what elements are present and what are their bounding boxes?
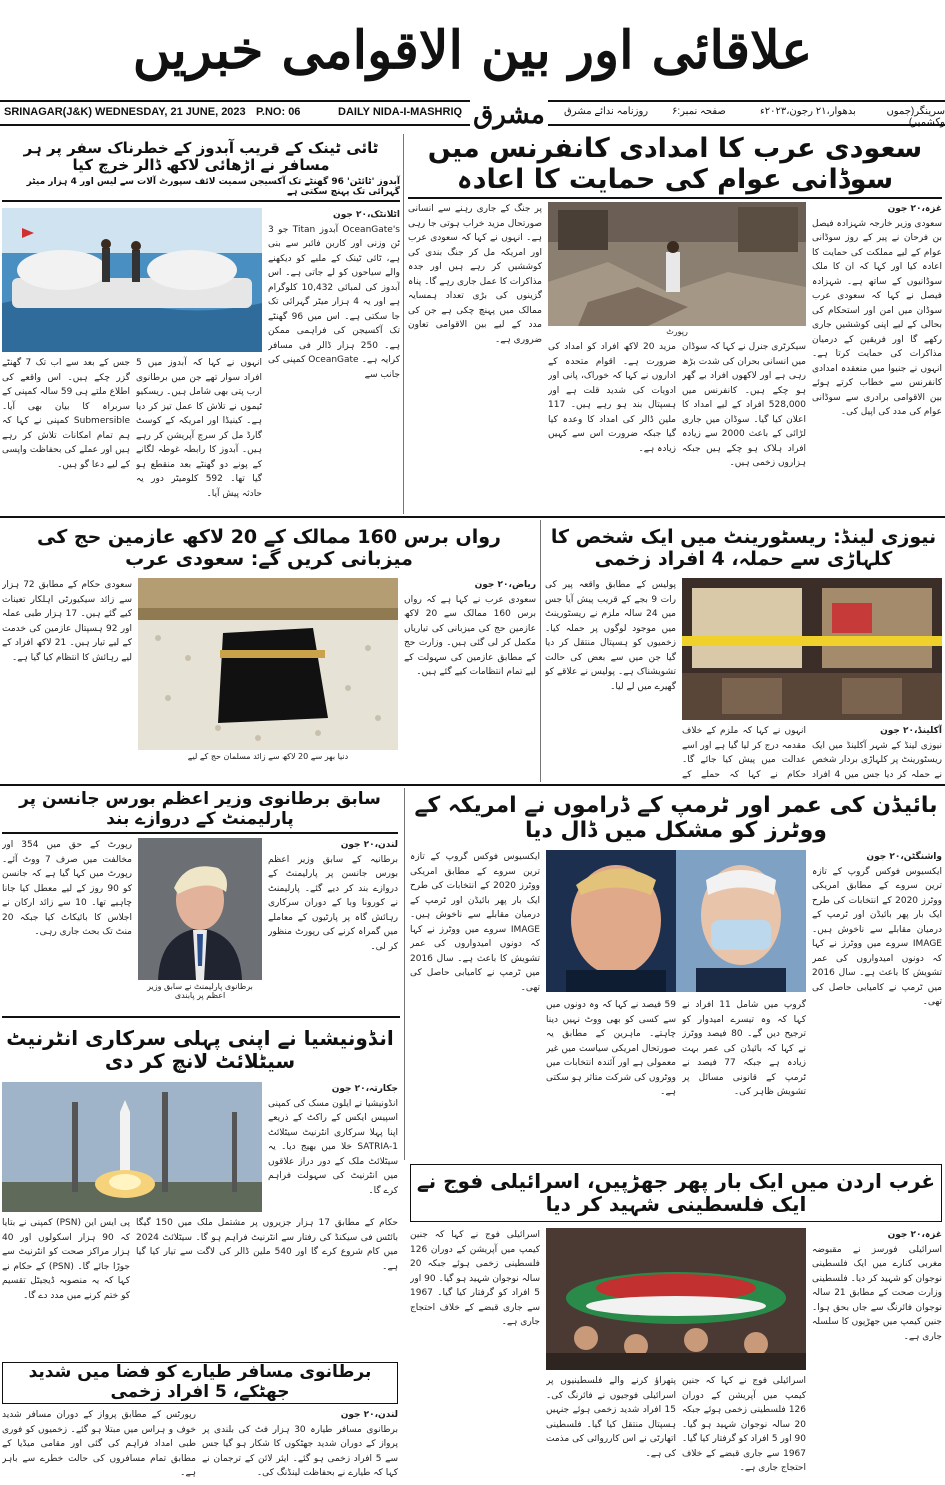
indonesia-col-1 xyxy=(268,1082,398,1212)
titanic-col-1 xyxy=(268,208,400,508)
headline-saudi-sudan: سعودی عرب کا امدادی کانفرنس میں سوڈانی عوام کی حمایت کا اعادہ xyxy=(427,132,923,195)
saudi-sudan-body-2: سیکرٹری جنرل نے کہا کہ سوڈان میں انسانی بحران کی شدت بڑھ رہی ہے اور لاکھوں افراد بے گھر ہو چکے ہیں۔ کانفرنس میں 528,000 افراد کے لیے امداد کا اعلان کیا گیا۔ سوڈان میں جاری لڑائی کے باعث 2000 سے زیادہ افراد ہلاک ہو چکے ہیں جبکہ ہزاروں زخمی ہیں۔ xyxy=(682,342,806,468)
biden-trump-body-1: ایکسیوس فوکس گروپ کے تازہ ترین سروے کے مطابق امریکی ووٹرز 2020 کے انتخابات کی طرح ایک بار پھر بائیڈن اور ٹرمپ کے درمیان مقابلے سے ناخوش ہیں۔ IMAGE سروے میں ووٹرز نے کہا کہ دونوں امیدواروں کی عمر تشویش کا باعث ہے۔ سال 2016 میں ٹرمپ نے کامیابی حاصل کی تھی۔ xyxy=(812,866,942,1007)
headline-turbulence: برطانوی مسافر طیارے کو فضا میں شدید جھٹکے، 5 افراد زخمی xyxy=(28,1362,372,1402)
westbank-body-2b: اسرائیلی فوج نے کہا کہ جنین کیمپ میں آپریشن کے دوران 126 فلسطینی زخمی ہوئے جبکہ 20 سالہ نوجوان شہید ہو گیا۔ 90 اور 5 افراد کو گرفتار کیا گیا۔ 1967 سے جاری قبضے کے خلاف احتجاج جاری ہے۔ xyxy=(410,1230,540,1327)
dateline-ur-date: بدھوار،۲۱ رجون،۲۰۲۳ء xyxy=(760,106,856,117)
hajj-body-2: سعودی حکام کے مطابق 72 ہزار سے زائد سیکیورٹی اہلکار تعینات کیے گئے ہیں۔ 17 ہزار طبی عملہ اور 92 ہسپتال عازمین کی خدمت کے لیے تیار ہیں۔ 21 لاکھ افراد کے لیے رہائش کا انتظام کیا گیا ہے۔ xyxy=(2,580,132,663)
headline-hajj: رواں برس 160 ممالک کے 20 لاکھ عازمین حج کی میزبانی کریں گے: سعودی عرب xyxy=(37,526,501,570)
saudi-sudan-body-3: مزید 20 لاکھ افراد کو امداد کی ضرورت ہے۔ اقوام متحدہ کے اداروں نے کہا کہ خوراک، پانی اور ادویات کی شدید قلت ہے اور ہسپتال بند ہو رہے ہیں۔ 117 ملین ڈالر کی امداد کا وعدہ کیا گیا جبکہ ضرورت اس سے کہیں زیادہ ہے۔ xyxy=(548,342,676,454)
headline-johnson: سابق برطانوی وزیر اعظم بورس جانسن پر پارلیمنٹ کے دروازے بند xyxy=(19,789,381,829)
johnson-body-2: رپورٹ کے حق میں 354 اور مخالفت میں صرف 7 ووٹ آئے۔ رپورٹ میں کہا گیا ہے کہ جانسن کو 90 روز کے لیے معطل کیا جانا چاہیے تھا۔ 10 سے زائد ارکان نے اجلاس کا بائیکاٹ کیا جبکہ 20 منٹ تک بحث جاری رہی۔ xyxy=(2,840,132,937)
westbank-body-1: اسرائیلی فورسز نے مقبوضہ مغربی کنارے میں ایک فلسطینی نوجوان کو شہید کر دیا۔ فلسطینی وزارت صحت کے مطابق 21 سالہ نوجوان فائرنگ سے جاں بحق ہوا۔ جنین کیمپ میں جھڑپوں کا سلسلہ جاری ہے۔ xyxy=(812,1244,942,1342)
saudi-sudan-col-3 xyxy=(548,340,676,512)
biden-trump-col-4 xyxy=(410,850,540,1150)
biden-trump-col-1 xyxy=(812,850,942,1150)
saudi-sudan-body-4: پر جنگ کے جاری رہنے سے انسانی صورتحال مزید خراب ہوتی جا رہی ہے۔ انہوں نے کہا کہ سعودی عرب اور امریکہ مل کر جنگ بندی کی کوششیں کر رہے ہیں اور جدہ مذاکرات کا عمل جاری رہے گا۔ پناہ گزینوں کی بڑی تعداد ہمسایہ ممالک میں پہنچ چکی ہے جن کی مدد کے لیے بین الاقوامی تعاون ضروری ہے۔ xyxy=(408,204,542,345)
hajj-col-1 xyxy=(404,578,536,780)
titanic-body-1: OceanGate's آبدوز Titan جو 3 ٹن وزنی اور کاربن فائبر سے بنی ہے، ٹائی ٹینک کے ملبے کو دیکھنے والے سیاحوں کو لے جاتی ہے۔ اس آبدوز کی لمبائی 10,432 کلوگرام ہے اور یہ 4 ہزار میٹر گہرائی تک جا سکتی ہے۔ اس میں 96 گھنٹے تک آکسیجن کی فراہمی ممکن ہے۔ 250 ہزار ڈالر فی مسافر کرایہ ہے۔ OceanGate کمپنی کی جانب سے xyxy=(268,224,400,380)
divider xyxy=(408,197,942,199)
indonesia-body-1: انڈونیشیا نے ایلون مسک کی کمپنی اسپیس ایکس کے راکٹ کے ذریعے اپنا پہلا سرکاری انٹرنیٹ سیٹلائٹ SATRIA-1 خلا میں بھیج دیا۔ یہ سیٹلائٹ ملک کے دور دراز علاقوں میں انٹرنیٹ کی سہولت فراہم کرے گا۔ xyxy=(268,1098,398,1196)
paper-logo-text: مشرق xyxy=(473,100,545,130)
biden-trump-body-2: گروپ میں شامل 11 افراد نے کہا کہ وہ تیسرے امیدوار کو ترجیح دیں گے۔ 80 فیصد ووٹرز نے کہا کہ بائیڈن کی عمر بہت زیادہ ہے جبکہ 77 فیصد نے ٹرمپ کے قانونی مسائل پر تشویش ظاہر کی۔ xyxy=(682,1000,806,1097)
nz-body-1: نیوزی لینڈ کے شہر آکلینڈ میں ایک ریسٹورینٹ پر کلہاڑی بردار شخص نے حملہ کر دیا جس میں 4 افراد xyxy=(812,740,942,780)
nz-col-1b xyxy=(682,724,806,780)
nz-body-2: پولیس کے مطابق واقعہ پیر کی رات 9 بجے کے قریب پیش آیا جس میں 24 سالہ ملزم نے ریسٹورینٹ میں موجود لوگوں پر حملہ کیا۔ زخمیوں کو ہسپتال منتقل کر دیا گیا جن میں سے بعض کی حالت تشویشناک ہے۔ پولیس نے علاقے کو گھیرے میں لے لیا۔ xyxy=(545,580,676,692)
westbank-col-4 xyxy=(410,1228,540,1484)
turbulence-dateline: لندن،۲۰ جون xyxy=(340,1410,398,1420)
dateline-bar xyxy=(0,100,945,130)
biden-trump-body-1b: ایکسیوس فوکس گروپ کے تازہ ترین سروے کے مطابق امریکی ووٹرز 2020 کے انتخابات کی طرح ایک بار پھر بائیڈن اور ٹرمپ کے درمیان مقابلے سے ناخوش ہیں۔ IMAGE سروے میں ووٹرز نے کہا کہ دونوں امیدواروں کی عمر تشویش کا باعث ہے۔ سال 2016 میں ٹرمپ نے کامیابی حاصل کی تھی۔ xyxy=(410,852,540,993)
titanic-col-3 xyxy=(2,356,130,510)
biden-trump-col-2 xyxy=(682,998,806,1150)
photo-rocket-launch xyxy=(2,1082,262,1212)
turbulence-body-1: برطانوی مسافر طیارہ 30 ہزار فٹ کی بلندی پر پرواز کے دوران شدید جھٹکوں کا شکار ہو گیا جس سے 5 افراد زخمی ہو گئے۔ ایئر لائن کے ترجمان نے کہا کہ طیارے نے بحفاظت لینڈنگ کی۔ xyxy=(202,1424,398,1478)
biden-trump-body-3: 59 فیصد نے کہا کہ وہ دونوں میں سے کسی کو بھی ووٹ نہیں دینا چاہتے۔ ماہرین کے مطابق یہ صورتحال امریکی سیاست میں غیر معمولی ہے اور آئندہ انتخابات میں ووٹروں کی شرکت متاثر ہو سکتی ہے۔ xyxy=(546,1000,676,1097)
westbank-body-3: پتھراؤ کرنے والے فلسطینیوں پر اسرائیلی فوجیوں نے فائرنگ کی۔ 15 افراد شدید زخمی ہوئے جنہیں ہسپتال منتقل کیا گیا۔ فلسطینی اتھارٹی نے اس کارروائی کی مذمت کی ہے۔ xyxy=(546,1376,676,1459)
saudi-sudan-dateline: غزہ،۲۰ جون xyxy=(887,204,942,214)
johnson-col-1 xyxy=(268,838,398,1010)
caption-johnson: برطانوی پارلیمنٹ نے سابق وزیر اعظم پر پابندی xyxy=(147,982,253,1000)
headline-indonesia: انڈونیشیا نے اپنی پہلی سرکاری انٹرنیٹ سیٹلائٹ لانچ کر دی xyxy=(6,1026,394,1073)
johnson-dateline: لندن،۲۰ جون xyxy=(340,840,398,850)
turbulence-col-1 xyxy=(202,1408,398,1484)
headline-turbulence-box xyxy=(2,1362,398,1404)
westbank-col-2 xyxy=(682,1374,806,1484)
saudi-sudan-col-4 xyxy=(408,202,542,512)
divider xyxy=(0,784,945,786)
photo-funeral xyxy=(546,1228,806,1370)
westbank-body-2: اسرائیلی فوج نے کہا کہ جنین کیمپ میں آپریشن کے دوران 126 فلسطینی زخمی ہوئے جبکہ 20 سالہ نوجوان شہید ہو گیا۔ 90 اور 5 افراد کو گرفتار کیا گیا۔ 1967 سے جاری قبضے کے خلاف احتجاج جاری ہے۔ xyxy=(682,1376,806,1473)
masthead-title: علاقائی اور بین الاقوامی خبریں xyxy=(132,19,813,81)
photo-trump-biden xyxy=(546,850,806,992)
divider xyxy=(0,516,945,518)
biden-trump-dateline: واشنگٹن،۲۰ جون xyxy=(866,852,942,862)
turbulence-body-2: رپورٹس کے مطابق پرواز کے دوران مسافر شدید خوف و ہراس میں مبتلا ہو گئے۔ زخمیوں کو فوری طبی امداد فراہم کی گئی اور مقامی میڈیا کے مطابق تمام مسافروں کی حالت خطرے سے باہر ہے۔ xyxy=(2,1410,196,1478)
divider xyxy=(2,200,400,202)
nz-col-2 xyxy=(545,578,676,780)
biden-trump-col-3 xyxy=(546,998,676,1150)
johnson-col-2 xyxy=(2,838,132,1010)
dateline-page: P.NO: 06 xyxy=(256,106,301,118)
indonesia-col-3 xyxy=(2,1216,130,1356)
hajj-body-1: سعودی عرب نے کہا ہے کہ رواں برس 160 ممالک سے 20 لاکھ عازمین حج کی میزبانی کی تیاریاں مکمل کر لی گئی ہیں۔ وزارت حج کے مطابق عازمین کی سہولت کے لیے تمام انتظامات کیے گئے ہیں۔ xyxy=(404,594,536,677)
dateline-ur-daily: روزنامہ ندائے مشرق xyxy=(564,106,649,117)
indonesia-body-2: حکام کے مطابق 17 ہزار جزیروں پر مشتمل ملک میں 150 گیگا بائٹس فی سیکنڈ کی رفتار سے انٹرنیٹ فراہم ہو گا۔ سیٹلائٹ 2024 میں کام شروع کرے گا اور 540 ملین ڈالر کی لاگت سے تیار کیا گیا ہے۔ xyxy=(136,1218,398,1272)
headline-westbank: غرب اردن میں ایک بار پھر جھڑپیں، اسرائیلی فوج نے ایک فلسطینی شہید کر دیا xyxy=(416,1169,936,1216)
saudi-sudan-body-1: سعودی وزیر خارجہ شہزادہ فیصل بن فرحان نے پیر کے روز سوڈانی عوام کے لیے مملکت کی حمایت کا اعادہ کیا اور کہا کہ ان کا ملک سوڈانیوں کے ساتھ ہے۔ شہزادہ فیصل نے کہا کہ سعودی عرب سوڈان میں امن اور استحکام کی بحالی کے لیے اپنی کوششیں جاری رکھے گا اور فریقین کے درمیان مذاکرات کی حمایت کرتا ہے۔ انہوں نے جنیوا میں منعقدہ امدادی کانفرنس سے خطاب کرتے ہوئے بین الاقوامی برادری سے سوڈانی عوام کی مدد کی اپیل کی۔ xyxy=(812,218,942,417)
westbank-col-3 xyxy=(546,1374,676,1484)
indonesia-col-2 xyxy=(136,1216,398,1356)
indonesia-dateline: جکارتہ،۲۰ جون xyxy=(331,1084,398,1094)
caption-hajj: دنیا بھر سے 20 لاکھ سے زائد مسلمان حج کے لیے xyxy=(187,752,349,761)
nz-col-1 xyxy=(812,724,942,780)
masthead xyxy=(0,0,945,100)
headline-biden-trump: بائیڈن کی عمر اور ٹرمپ کے ڈراموں نے امریکہ کے ووٹرز کو مشکل میں ڈال دیا xyxy=(414,792,938,843)
headline-nz: نیوزی لینڈ: ریسٹورینٹ میں ایک شخص کا کلہاڑی سے حملہ، 4 افراد زخمی xyxy=(550,526,937,570)
nz-dateline: آکلینڈ،۲۰ جون xyxy=(880,726,942,736)
photo-kaaba xyxy=(138,578,398,750)
hajj-dateline: ریاض،۲۰ جون xyxy=(474,580,536,590)
dateline-ur-page: صفحہ نمبر:۶ xyxy=(672,106,726,117)
saudi-sudan-col-2 xyxy=(682,340,806,512)
divider xyxy=(2,832,398,834)
dateline-ur-city: سرینگر(جموں وکشمیر) xyxy=(886,106,945,128)
westbank-dateline: غزہ،۲۰ جون xyxy=(887,1230,942,1240)
subhead-titanic: آبدوز 'ٹائٹن' 96 گھنٹے تک آکسیجن سمیت لائف سپورٹ آلات سے لیس اور 4 ہزار میٹر گہرائی تک پہنچ سکتی ہے xyxy=(26,177,400,197)
turbulence-col-2 xyxy=(2,1408,196,1484)
dateline-date: SRINAGAR(J&K) WEDNESDAY, 21 JUNE, 2023 xyxy=(4,106,246,118)
caption-sudan: رپورٹ xyxy=(666,327,688,336)
photo-titan-submersible xyxy=(2,208,262,352)
divider xyxy=(404,788,405,1160)
divider xyxy=(2,1016,400,1018)
johnson-body-1: برطانیہ کے سابق وزیر اعظم بورس جانسن پر پارلیمنٹ کے دروازے بند کر دیے گئے۔ پارلیمنٹ نے کورونا وبا کے دوران سرکاری رہائش گاہ پر پارٹیوں کے معاملے میں گمراہ کرنے کی رپورٹ منظور کر لی۔ xyxy=(268,854,398,952)
photo-nz-restaurant xyxy=(682,578,942,720)
indonesia-body-3: پی ایس این (PSN) کمپنی نے بتایا کہ 90 ہزار اسکولوں اور 40 ہزار مراکز صحت کو انٹرنیٹ سے جوڑا جائے گا۔ (PSN) کے حکام نے کہا کہ یہ منصوبہ ڈیجیٹل تقسیم کو ختم کرنے میں مدد دے گا۔ xyxy=(2,1218,130,1301)
titanic-dateline: اٹلانٹک،۲۰ جون xyxy=(333,210,400,220)
photo-sudan-rubble xyxy=(548,202,806,326)
divider xyxy=(403,134,404,514)
headline-westbank-box xyxy=(410,1164,942,1222)
paper-logo xyxy=(470,98,548,132)
nz-body-3: انہوں نے کہا کہ ملزم کے خلاف مقدمہ درج کر لیا گیا ہے اور اسے عدالت میں پیش کیا جائے گا۔ حکام نے کہا کہ حملے کے xyxy=(682,726,806,780)
titanic-body-2: انہوں نے کہا کہ آبدوز میں 5 افراد سوار تھے جن میں برطانوی ارب پتی بھی شامل ہیں۔ ریسکیو ٹیموں نے تلاش کا عمل تیز کر دیا ہے۔ کینیڈا اور امریکہ کے کوسٹ گارڈ مل کر سرچ آپریشن کر رہے ہیں۔ آبدوز کا رابطہ غوطہ لگانے کے پونے دو گھنٹے بعد منقطع ہو گیا تھا۔ 592 کلومیٹر دور یہ حادثہ پیش آیا۔ xyxy=(136,358,262,499)
divider xyxy=(540,520,541,782)
headline-titanic: ٹائی ٹینک کے قریب آبدوز کے خطرناک سفر پر ہر مسافر نے اڑھائی لاکھ ڈالر خرچ کیا xyxy=(23,138,379,174)
hajj-col-2 xyxy=(2,578,132,780)
westbank-col-1 xyxy=(812,1228,942,1484)
titanic-body-3: جس کے بعد سے اب تک 7 گھنٹے گزر چکے ہیں۔ اس واقعے کی اطلاع ملتے ہی 59 سالہ کمپنی کے سربراہ کا بیان بھی آیا۔ Submersible کمپنی نے کہا کہ ہم تمام امکانات تلاش کر رہے ہیں اور عملے کی بحفاظت واپسی کے لیے دعا گو ہیں۔ xyxy=(2,358,130,470)
photo-boris-johnson xyxy=(138,838,262,980)
saudi-sudan-col-1 xyxy=(812,202,942,512)
titanic-col-2 xyxy=(136,356,262,510)
dateline-daily: DAILY NIDA-I-MASHRIQ xyxy=(338,106,463,118)
